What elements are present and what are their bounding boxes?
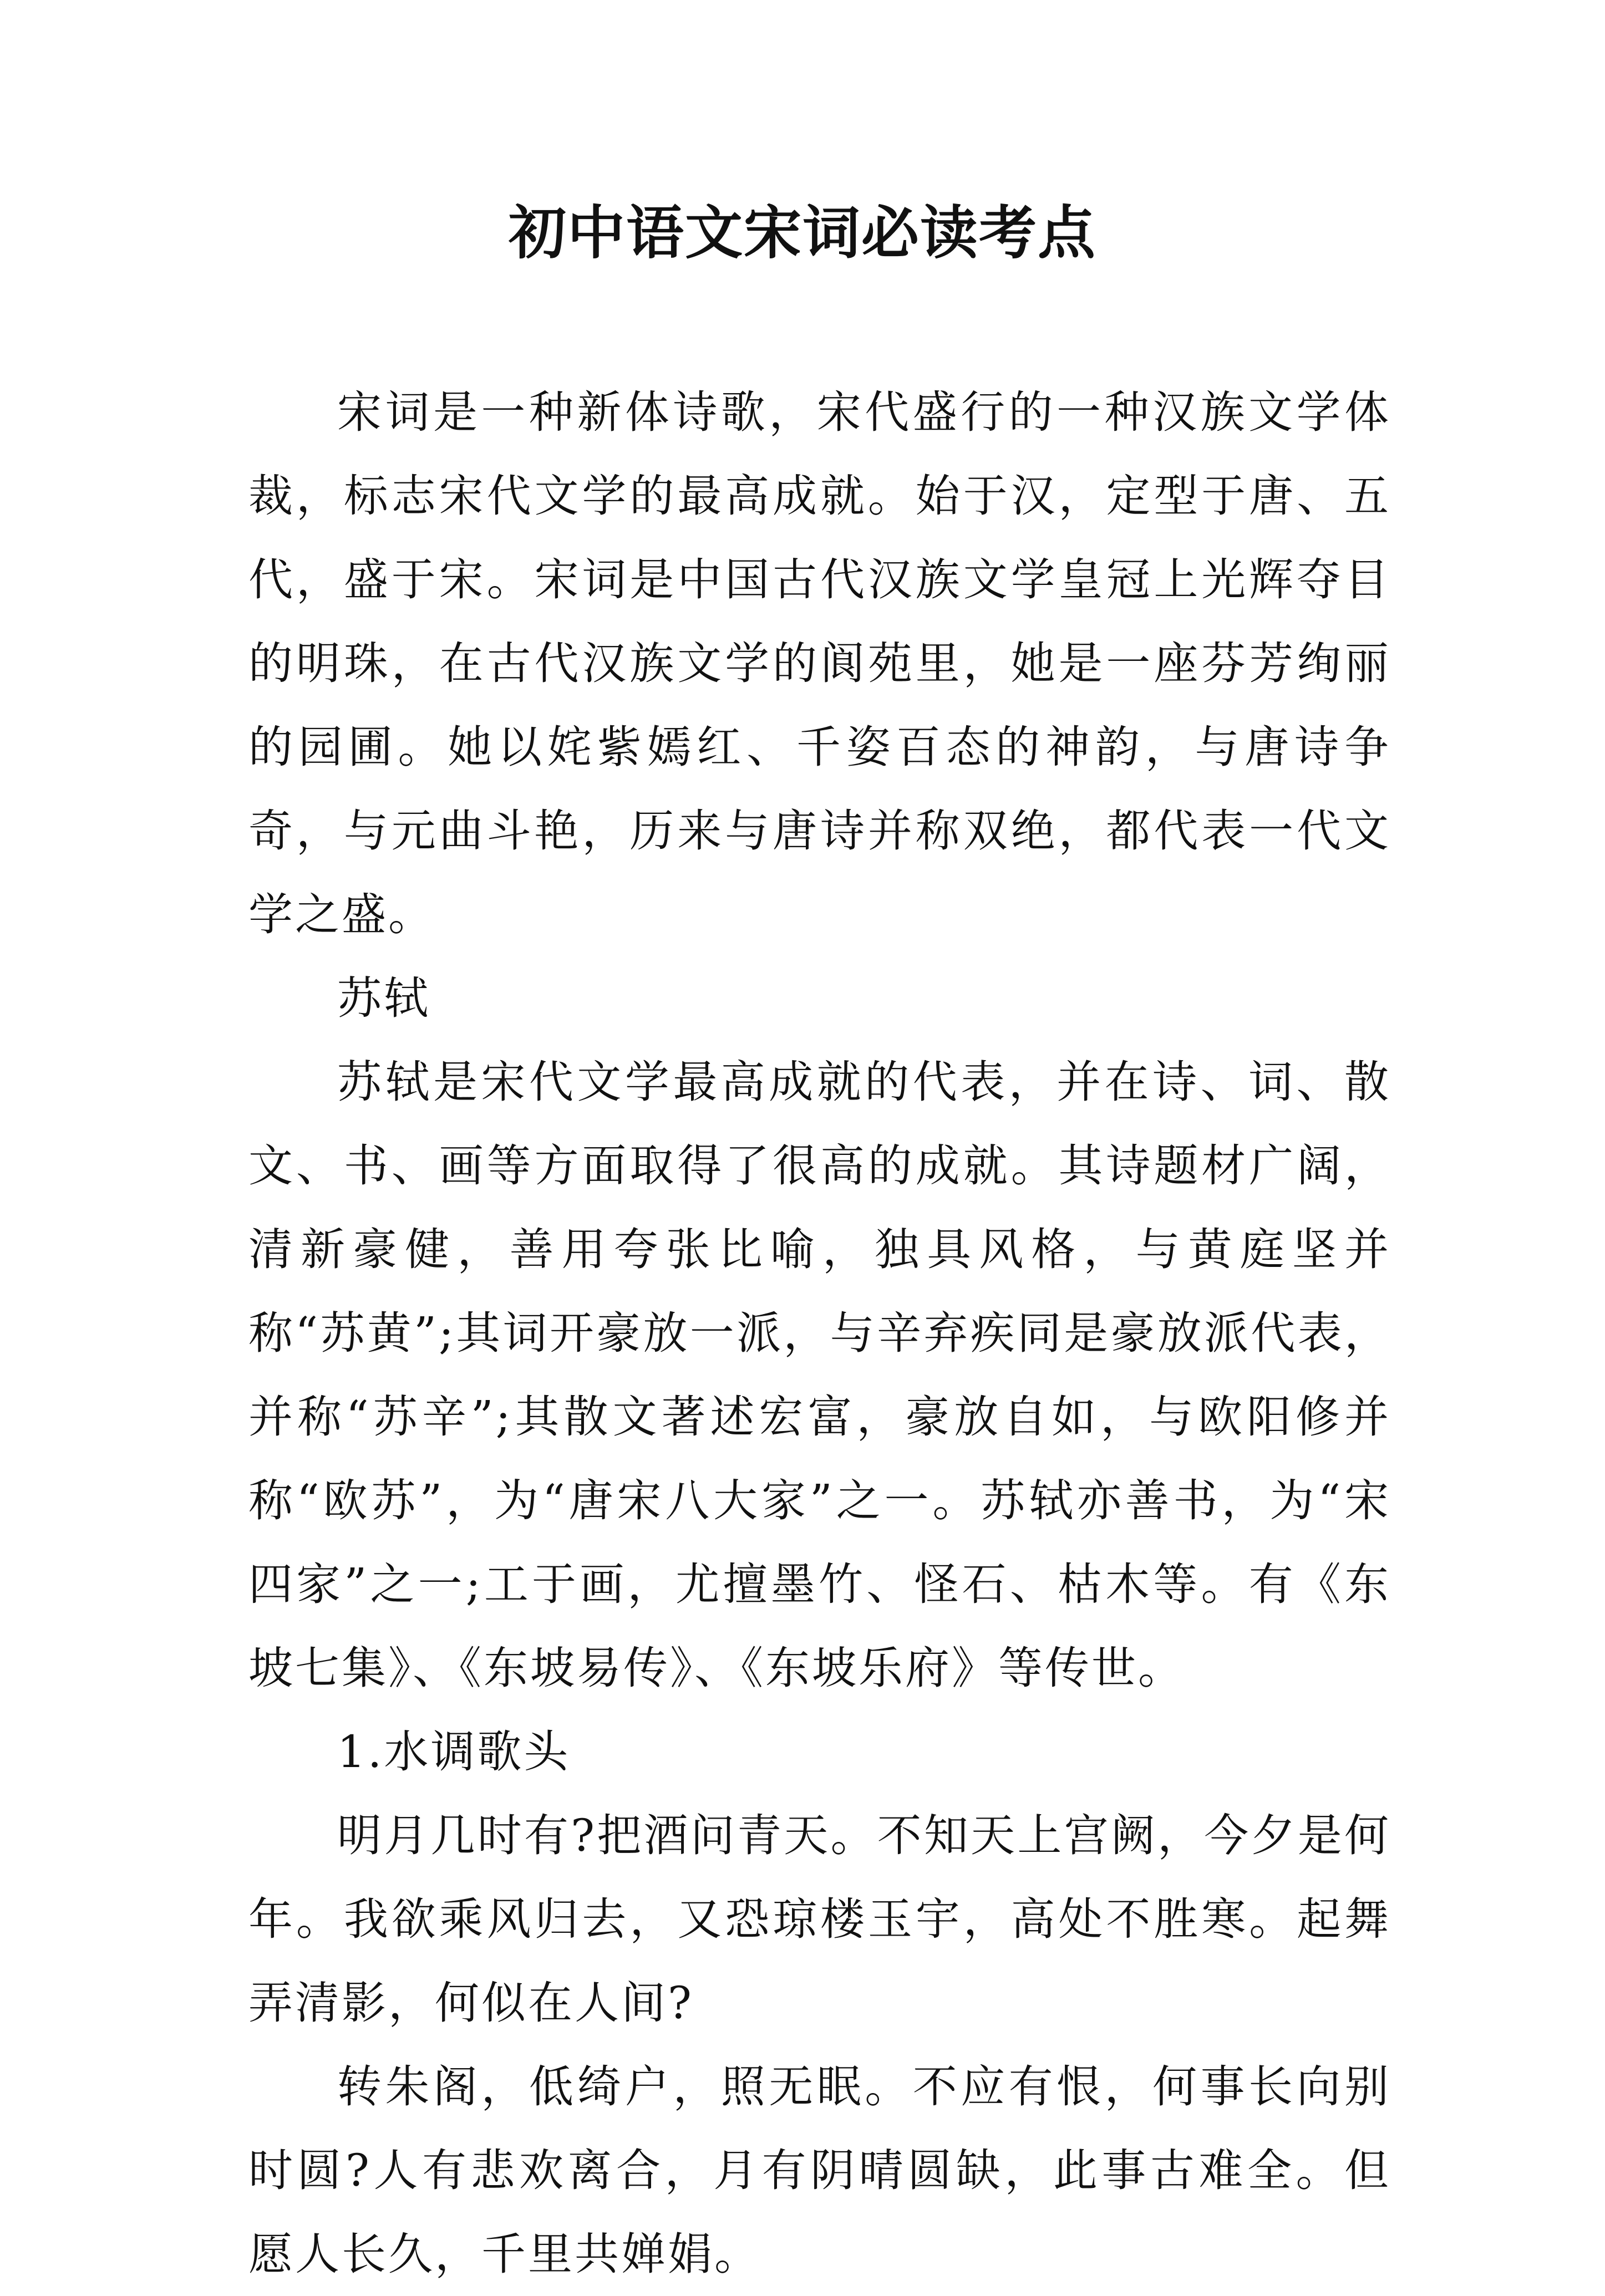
intro-paragraph: 宋词是一种新体诗歌，宋代盛行的一种汉族文学体裁，标志宋代文学的最高成就。始于汉，定型于唐、五代，盛于宋。宋词是中国古代汉族文学皇冠上光辉夺目的明珠，在古代汉族文学的阆苑里，她是一座芬芳绚丽的园圃。她以姹紫嫣红、千姿百态的神韵，与唐诗争奇，与元曲斗艳，历来与唐诗并称双绝，都代表一代文学之盛。 bbox=[248, 386, 1391, 940]
poem-stanza-2: 转朱阁，低绮户，照无眠。不应有恨，何事长向别时圆?人有悲欢离合，月有阴晴圆缺，此事古难全。但愿人长久，千里共婵娟。 bbox=[248, 2061, 1391, 2280]
poem-heading-shui-diao-ge-tou: 1.水调歌头 bbox=[337, 1726, 571, 1778]
document-body bbox=[248, 370, 1391, 2296]
section-heading-su-shi: 苏轼 bbox=[337, 973, 430, 1024]
document-title: 初中语文宋词必读考点 bbox=[508, 198, 1096, 267]
su-shi-biography-paragraph: 苏轼是宋代文学最高成就的代表，并在诗、词、散文、书、画等方面取得了很高的成就。其诗题材广阔，清新豪健，善用夸张比喻，独具风格，与黄庭坚并称“苏黄”;其词开豪放一派，与辛弃疾同是豪放派代表，并称“苏辛”;其散文著述宏富，豪放自如，与欧阳修并称“欧苏”，为“唐宋八大家”之一。苏轼亦善书，为“宋四家”之一;工于画，尤擅墨竹、怪石、枯木等。有《东坡七集》、《东坡易传》、《东坡乐府》等传世。 bbox=[248, 1056, 1391, 1694]
poem-stanza-1: 明月几时有?把酒问青天。不知天上宫阙，今夕是何年。我欲乘风归去，又恐琼楼玉宇，高处不胜寒。起舞弄清影，何似在人间? bbox=[248, 1810, 1391, 2029]
